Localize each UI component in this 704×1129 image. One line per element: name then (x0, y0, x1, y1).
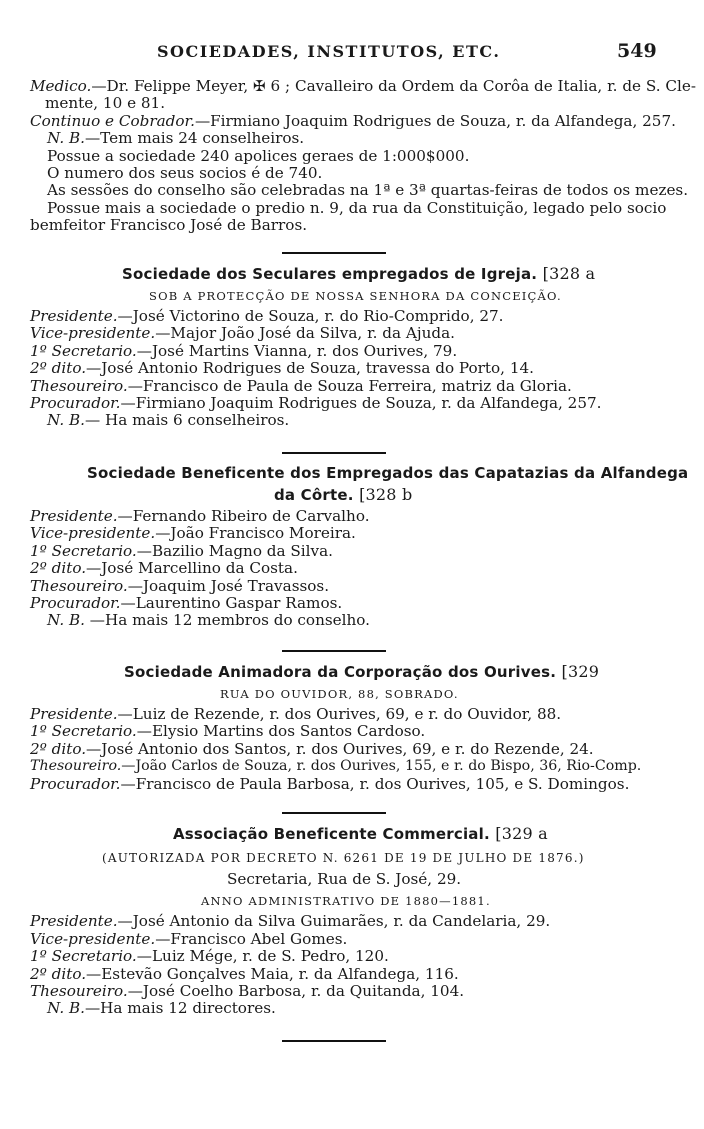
entry-line: Thesoureiro.—João Carlos de Souza, r. dos Ourives, 155, e r. do Bispo, 36, Rio-Comp. (30, 758, 642, 775)
entry-line: 2º dito.—José Antonio Rodrigues de Souza, travessa do Porto, 14. (30, 359, 534, 378)
section-continuation (30, 77, 696, 235)
note-line: N. B. —Ha mais 12 membros do conselho. (47, 611, 370, 630)
entry-line: Continuo e Cobrador.—Firmiano Joaquim Rodrigues de Souza, r. da Alfandega, 257. (30, 111, 676, 130)
text-line: Possue a sociedade 240 apolices geraes de 1:000$000. (47, 146, 470, 165)
page-number: 549 (617, 40, 657, 62)
section-title: Sociedade Beneficente dos Empregados das Capatazias da Alfandega (87, 464, 689, 482)
section-ourives (30, 662, 690, 793)
entry-line: 1º Secretario.—Luiz Mége, r. de S. Pedro, 120. (30, 947, 389, 966)
section-divider (282, 452, 386, 454)
note-line: N. B.—Ha mais 12 directores. (47, 999, 276, 1018)
section-subtitle: SOB A PROTECÇÃO DE NOSSA SENHORA DA CONCEIÇÃO. (149, 289, 562, 303)
entry-line: Thesoureiro.—Joaquim José Travassos. (30, 576, 330, 595)
section-divider (282, 812, 386, 814)
entry-line: Presidente.—Luiz de Rezende, r. dos Ourives, 69, e r. do Ouvidor, 88. (30, 705, 562, 723)
section-title-cont: da Côrte. [328 b (274, 485, 413, 504)
entry-line: Thesoureiro.—Francisco de Paula de Souza Ferreira, matriz da Gloria. (30, 376, 572, 395)
entry-line: Procurador.—Firmiano Joaquim Rodrigues de Souza, r. da Alfandega, 257. (30, 394, 602, 413)
entry-line: Vice-presidente.—Francisco Abel Gomes. (30, 929, 348, 948)
entry-line: Presidente.—Fernando Ribeiro de Carvalho. (30, 507, 370, 525)
section-subtitle: RUA DO OUVIDOR, 88, SOBRADO. (220, 687, 459, 701)
entry-line: 2º dito.—José Antonio dos Santos, r. dos Ourives, 69, e r. do Rezende, 24. (30, 739, 594, 758)
entry-line: Procurador.—Francisco de Paula Barbosa, r. dos Ourives, 105, e S. Domingos. (30, 774, 630, 793)
running-title: SOCIEDADES, INSTITUTOS, ETC. (157, 42, 501, 61)
entry-line: 1º Secretario.—Bazilio Magno da Silva. (30, 541, 333, 560)
text-line: bemfeitor Francisco José de Barros. (30, 216, 308, 235)
section-seculares (30, 264, 690, 430)
year-line: ANNO ADMINISTRATIVO DE 1880—1881. (201, 894, 491, 909)
page-header (0, 34, 704, 64)
section-divider (282, 650, 386, 652)
entry-line: Presidente.—José Antonio da Silva Guimarães, r. da Candelaria, 29. (30, 912, 551, 931)
section-title: Sociedade Animadora da Corporação dos Ourives. [329 (124, 662, 600, 681)
address-line: Secretaria, Rua de S. José, 29. (227, 870, 462, 888)
text-line: O numero dos seus socios é de 740. (47, 164, 323, 183)
section-divider (282, 252, 386, 254)
entry-line: 2º dito.—Estevão Gonçalves Maia, r. da Alfandega, 116. (30, 964, 459, 983)
entry-line: Medico.—Dr. Felippe Meyer, ✠ 6 ; Cavalleiro da Ordem da Corôa de Italia, r. de S. Cle- (30, 77, 696, 95)
entry-line: 2º dito.—José Marcellino da Costa. (30, 559, 298, 578)
entry-line: Presidente.—José Victorino de Souza, r. do Rio-Comprido, 27. (30, 307, 504, 325)
section-title: Sociedade dos Seculares empregados de Igreja. [328 a (122, 264, 596, 283)
note-line: N. B.—Tem mais 24 conselheiros. (47, 129, 305, 148)
section-divider (282, 1040, 386, 1042)
entry-line: Procurador.—Laurentino Gaspar Ramos. (30, 594, 343, 613)
entry-line: 1º Secretario.—José Martins Vianna, r. dos Ourives, 79. (30, 341, 458, 360)
entry-line: Vice-presidente.—Major João José da Silva, r. da Ajuda. (30, 324, 455, 343)
section-title: Associação Beneficente Commercial. [329 a (173, 824, 548, 843)
decree-line: (AUTORIZADA POR DECRETO N. 6261 DE 19 DE JULHO DE 1876.) (102, 851, 585, 865)
section-capatazias (30, 464, 690, 630)
section-commercial (30, 824, 690, 1018)
entry-line: mente, 10 e 81. (45, 94, 166, 113)
text-line: As sessões do conselho são celebradas na 1ª e 3ª quartas-feiras de todos os mezes. (47, 181, 689, 200)
entry-line: Vice-presidente.—João Francisco Moreira. (30, 524, 356, 543)
entry-line: 1º Secretario.—Elysio Martins dos Santos Cardoso. (30, 722, 426, 741)
entry-line: Thesoureiro.—José Coelho Barbosa, r. da Quitanda, 104. (30, 982, 465, 1001)
note-line: N. B.— Ha mais 6 conselheiros. (47, 411, 290, 430)
text-line: Possue mais a sociedade o predio n. 9, da rua da Constituição, legado pelo socio (47, 198, 667, 217)
